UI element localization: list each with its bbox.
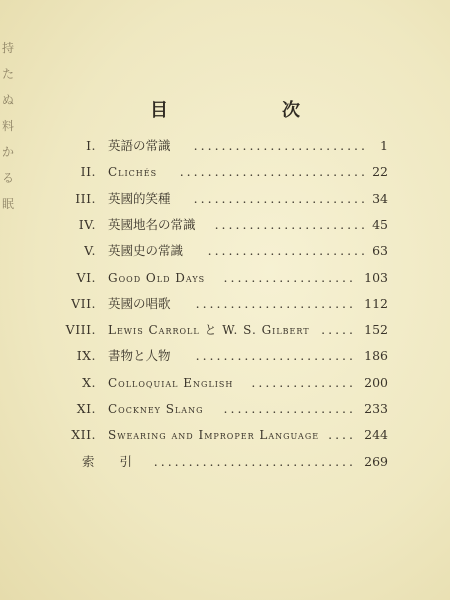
toc-entry: [0, 294, 450, 314]
toc-entry: [0, 346, 450, 366]
bleed-char: か: [2, 145, 15, 159]
bleed-char: 持: [2, 41, 15, 55]
chapter-title: Clichés: [108, 165, 158, 180]
chapter-number: VIII.: [65, 322, 96, 338]
chapter-number: V.: [84, 243, 96, 259]
chapter-number: VII.: [71, 295, 96, 311]
chapter-number: XI.: [76, 401, 96, 416]
page-title: 目 次: [150, 100, 348, 121]
toc-entry: [0, 215, 450, 235]
chapter-title: Colloquial English: [108, 375, 234, 390]
page-number: 103: [364, 269, 388, 285]
dot-leader: ...................: [223, 269, 356, 285]
dot-leader: ...............: [251, 374, 356, 390]
toc-entry: [0, 268, 450, 288]
dot-leader: .....: [321, 322, 356, 338]
chapter-number: I.: [86, 138, 96, 153]
page-number: 233: [364, 401, 388, 416]
dot-leader: .......................: [207, 243, 368, 259]
bleed-char: ぬ: [2, 93, 15, 107]
dot-leader: .......................: [195, 348, 356, 364]
toc-entry: [0, 189, 450, 209]
toc-entry: [0, 425, 450, 445]
chapter-title: Swearing and Improper Language: [108, 428, 320, 443]
toc-entry: [0, 399, 450, 419]
page-number: 1: [380, 138, 388, 153]
dot-leader: ...................: [223, 401, 356, 416]
chapter-title: 英國的笑種: [108, 190, 171, 206]
chapter-title: 英語の常識: [108, 138, 171, 153]
page-number: 112: [364, 295, 388, 311]
chapter-title: Good Old Days: [108, 270, 206, 285]
dot-leader: ...........................: [179, 164, 368, 180]
toc-entry: [0, 320, 450, 340]
chapter-number: III.: [75, 190, 96, 206]
page-number: 200: [364, 374, 388, 390]
chapter-title: Cockney Slang: [108, 402, 204, 416]
chapter-number: X.: [82, 374, 96, 390]
chapter-number: VI.: [76, 269, 96, 285]
chapter-title: 索 引: [82, 453, 133, 469]
page-number: 34: [372, 190, 388, 206]
toc-entry: [0, 136, 450, 156]
bleed-char: た: [2, 67, 15, 81]
dot-leader: .........................: [193, 190, 368, 206]
chapter-number: IV.: [78, 216, 96, 232]
bleed-char: 眠: [2, 197, 15, 211]
bleed-char: 料: [2, 119, 15, 133]
page-number: 269: [364, 453, 388, 469]
dot-leader: ....: [328, 427, 356, 443]
chapter-title: 書物と人物: [108, 348, 171, 364]
page-number: 22: [372, 164, 388, 180]
page-number: 152: [364, 322, 388, 338]
page-number: 186: [364, 348, 388, 364]
chapter-title: 英國の唱歌: [108, 295, 171, 311]
toc-entry: [0, 373, 450, 393]
toc-entry: [0, 162, 450, 182]
toc-entry: [0, 452, 450, 472]
chapter-title: 英國地名の常識: [108, 216, 196, 232]
bleed-char: る: [2, 171, 15, 185]
dot-leader: ......................: [214, 216, 368, 232]
page-number: 63: [372, 243, 388, 259]
chapter-number: II.: [80, 164, 96, 180]
chapter-number: XII.: [71, 427, 96, 443]
chapter-number: IX.: [76, 348, 96, 364]
dot-leader: .........................: [193, 138, 368, 153]
show-through-text: [2, 40, 18, 212]
chapter-title: Lewis Carroll と W. S. Gilbert: [108, 323, 310, 338]
chapter-title: 英國史の常識: [108, 243, 184, 259]
dot-leader: .......................: [195, 295, 356, 311]
page-number: 244: [364, 427, 388, 443]
page-number: 45: [372, 216, 388, 232]
dot-leader: .............................: [153, 453, 356, 469]
toc-entry: [0, 241, 450, 261]
